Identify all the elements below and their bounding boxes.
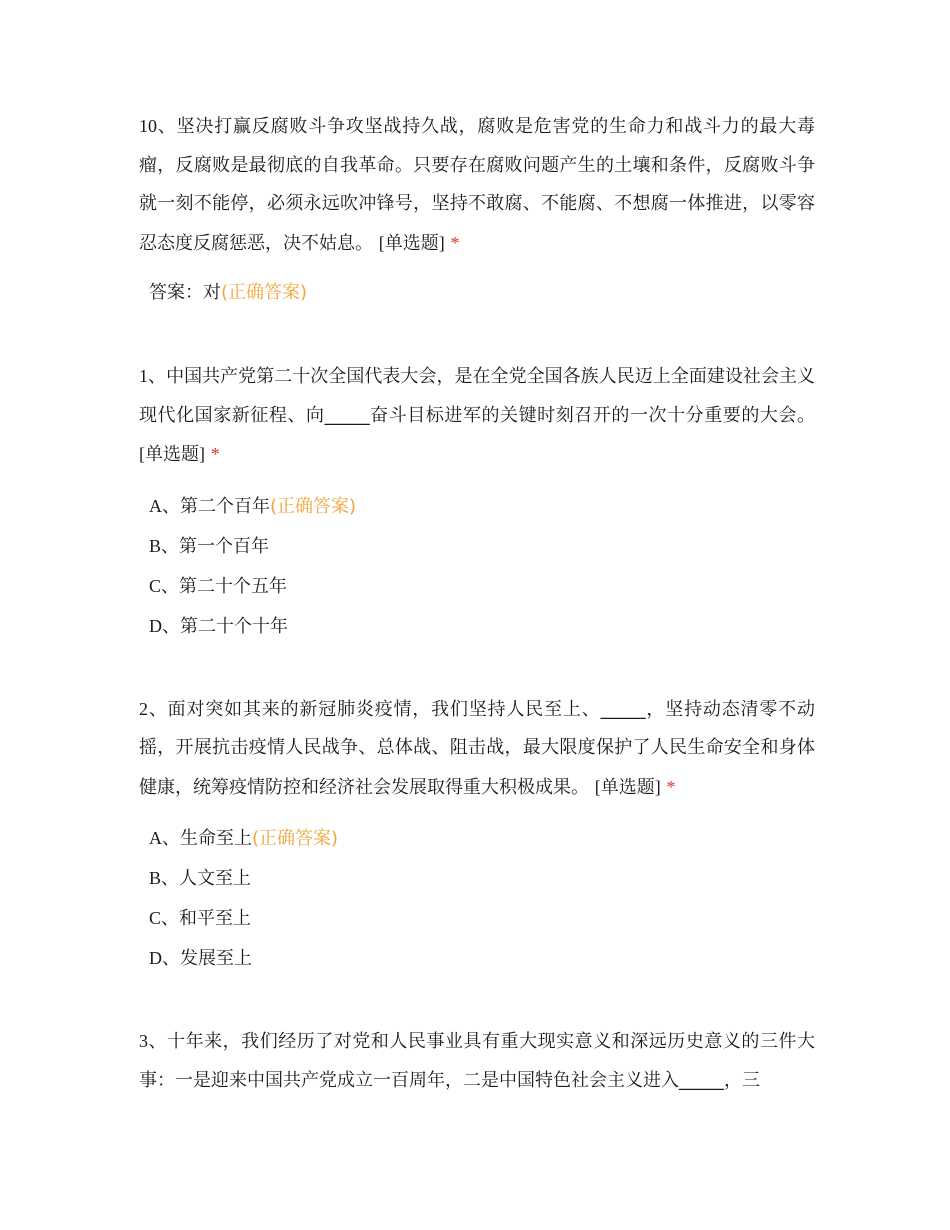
question-10-text [139,107,815,263]
question-2-text [139,690,815,808]
question-type-tag: [单选题] [594,776,661,797]
option-text: 人文至上 [179,868,252,889]
question-3-text [139,1022,815,1100]
question-type-tag: [单选题] [139,444,205,464]
question-stem: 中国共产党第二十次全国代表大会，是在全党全国各族人民迈上全面建设社会主义现代化国家新征程、向_____奋斗目标进军的关键时刻召开的一次十分重要的大会。 [139,366,816,426]
required-mark: * [666,776,676,797]
question-1-block [139,357,815,654]
question-stem: 面对突如其来的新冠肺炎疫情，我们坚持人民至上、_____，坚持动态清零不动摇，开展抗击疫情人民战争、总体战、阻击战，最大限度保护了人民生命安全和身体健康，统筹疫情防控和经济社会发展取得重大积极成果。 [139,698,816,798]
option-text: 第二十个十年 [180,615,288,637]
option-d [149,946,815,986]
survey-page [139,107,815,1100]
answer-value: 对 [203,282,221,303]
option-a [149,494,815,534]
option-letter: B、 [149,535,180,556]
option-c [149,574,815,614]
option-list [149,494,815,654]
correct-answer-mark: (正确答案) [270,495,357,517]
option-text: 第一个百年 [179,535,270,557]
question-number: 1、 [139,366,167,386]
option-b [149,866,815,906]
option-text: 和平至上 [179,908,252,929]
required-mark: * [450,232,460,253]
question-number: 3、 [139,1031,168,1051]
correct-answer-mark: (正确答案) [252,828,339,849]
question-3-block [139,1022,815,1100]
question-1-text [139,357,815,475]
question-stem: 十年来，我们经历了对党和人民事业具有重大现实意义和深远历史意义的三件大事：一是迎来中国共产党成立一百周年，二是中国特色社会主义进入_____，三 [139,1031,816,1091]
option-d [149,614,815,654]
option-text: 生命至上 [180,828,252,849]
question-10-block [139,107,815,305]
question-number: 10、 [139,116,177,136]
option-letter: C、 [149,908,180,928]
option-letter: D、 [149,948,180,968]
question-2-block [139,690,815,987]
question-number: 2、 [139,698,168,719]
option-list [149,826,815,986]
option-letter: D、 [149,615,180,636]
option-text: 发展至上 [180,948,252,969]
question-stem: 坚决打赢反腐败斗争攻坚战持久战，腐败是危害党的生命力和战斗力的最大毒瘤，反腐败是最彻底的自我革命。只要存在腐败问题产生的土壤和条件，反腐败斗争就一刻不能停，必须永远吹冲锋号，坚持不敢腐、不能腐、不想腐一体推进，以零容忍态度反腐惩恶，决不姑息。 [139,116,816,254]
required-mark: * [210,444,220,464]
option-letter: B、 [149,868,180,888]
answer-label: 答案： [149,282,203,303]
option-letter: C、 [149,575,180,596]
correct-answer-mark: (正确答案) [221,282,308,303]
option-letter: A、 [149,495,180,516]
option-b [149,534,815,574]
option-text: 第二十个五年 [179,575,288,597]
answer-line [149,281,815,305]
question-type-tag: [单选题] [378,232,445,253]
option-c [149,906,815,946]
option-letter: A、 [149,828,180,848]
option-text: 第二个百年 [180,495,270,517]
option-a [149,826,815,866]
